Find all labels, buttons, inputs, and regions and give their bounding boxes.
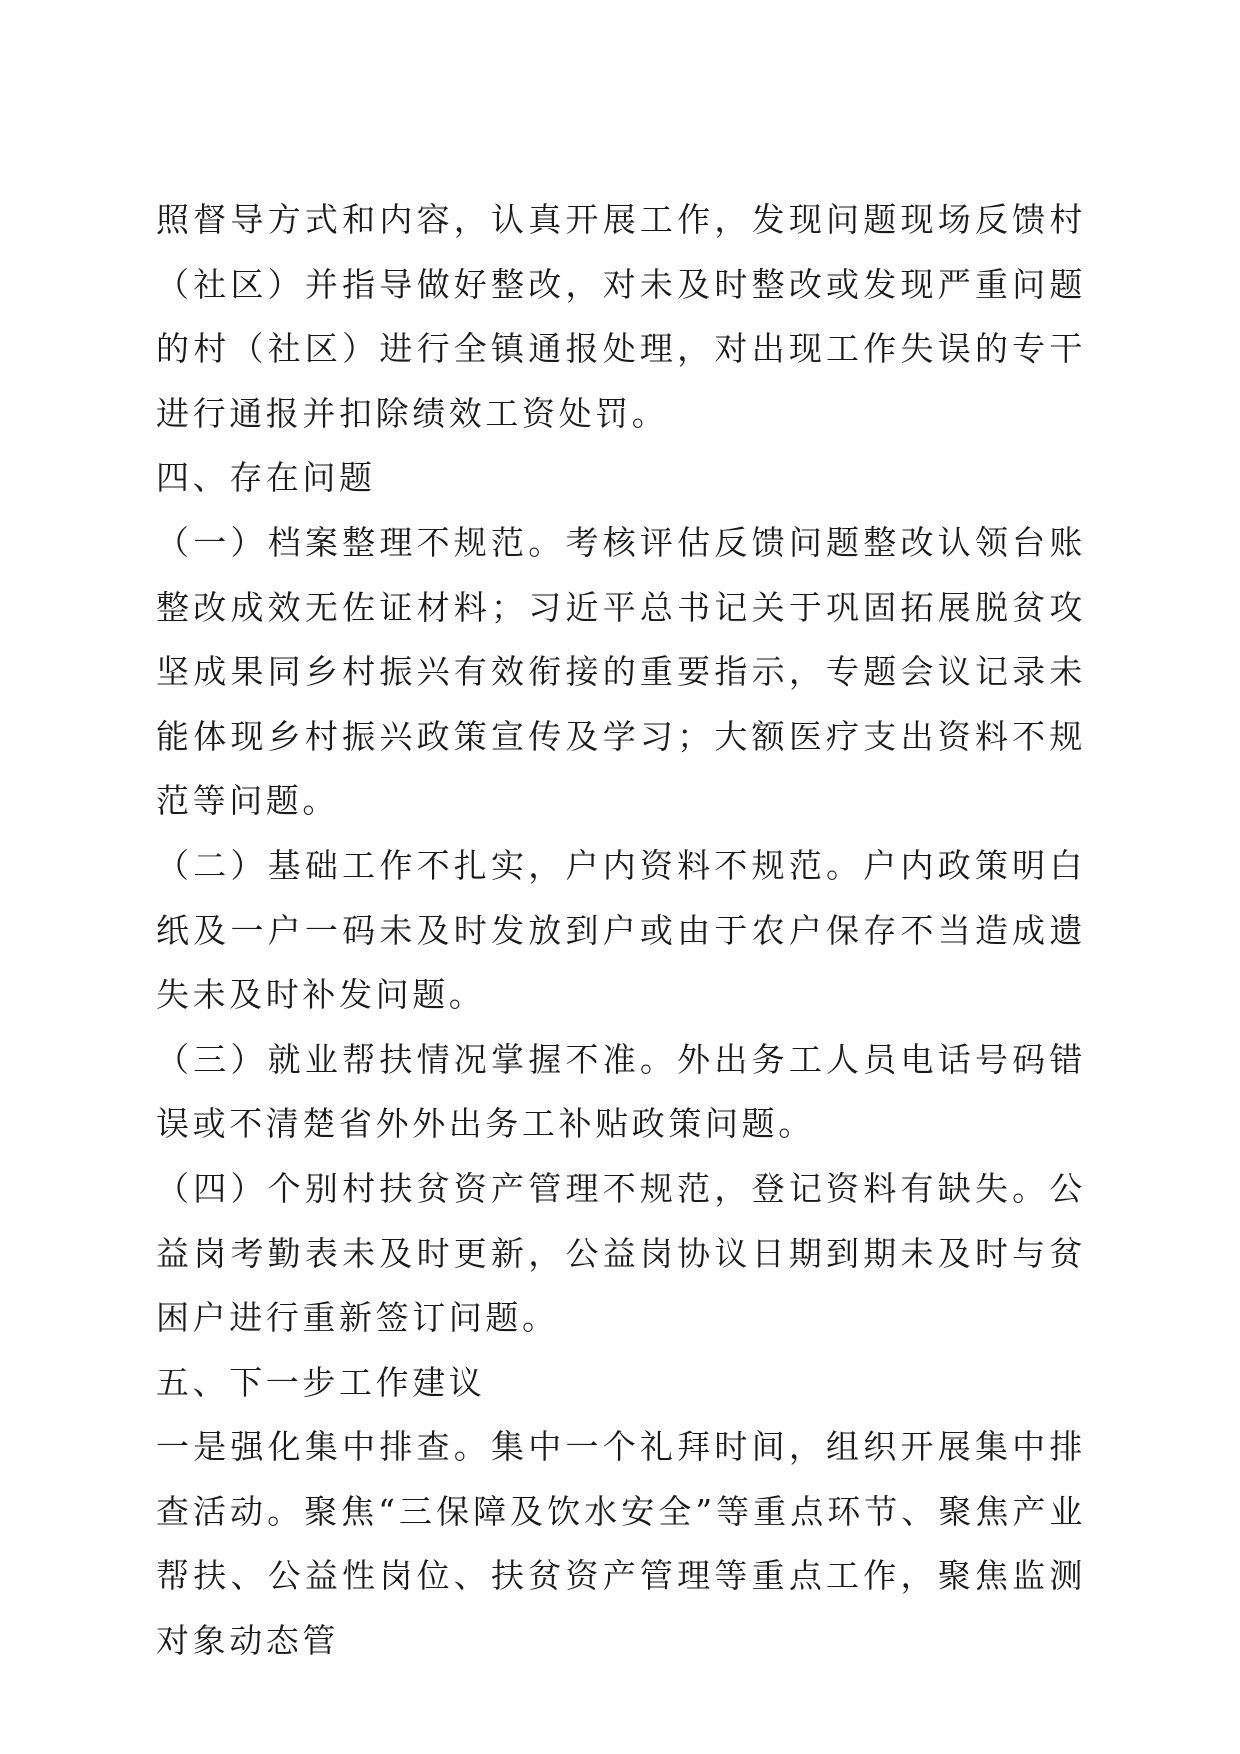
heading-section-five: 五、下一步工作建议 bbox=[156, 1362, 486, 1402]
paragraph-issue-four: （四）个别村扶贫资产管理不规范，登记资料有缺失。公益岗考勤表未及时更新，公益岗协议日期到期未及时与贫困户进行重新签订问题。 bbox=[156, 1168, 1086, 1338]
paragraph-suggestion-one: 一是强化集中排查。集中一个礼拜时间，组织开展集中排查活动。聚焦“三保障及饮水安全”等重点环节、聚焦产业帮扶、公益性岗位、扶贫资产管理等重点工作，聚焦监测对象动态管 bbox=[156, 1427, 1086, 1661]
paragraph-issue-one: （一）档案整理不规范。考核评估反馈问题整改认领台账整改成效无佐证材料；习近平总书记关于巩固拓展脱贫攻坚成果同乡村振兴有效衔接的重要指示，专题会议记录未能体现乡村振兴政策宣传及学习；大额医疗支出资料不规范等问题。 bbox=[156, 522, 1086, 821]
heading-section-four: 四、存在问题 bbox=[156, 458, 376, 498]
paragraph-supervision-continued: 照督导方式和内容，认真开展工作，发现问题现场反馈村（社区）并指导做好整改，对未及时整改或发现严重问题的村（社区）进行全镇通报处理，对出现工作失误的专干进行通报并扣除绩效工资处罚。 bbox=[156, 200, 1086, 433]
paragraph-issue-two: （二）基础工作不扎实，户内资料不规范。户内政策明白纸及一户一码未及时发放到户或由于农户保存不当造成遗失未及时补发问题。 bbox=[156, 845, 1086, 1015]
document-body bbox=[156, 188, 1086, 1674]
paragraph-issue-three: （三）就业帮扶情况掌握不准。外出务工人员电话号码错误或不清楚省外外出务工补贴政策问题。 bbox=[156, 1039, 1086, 1144]
